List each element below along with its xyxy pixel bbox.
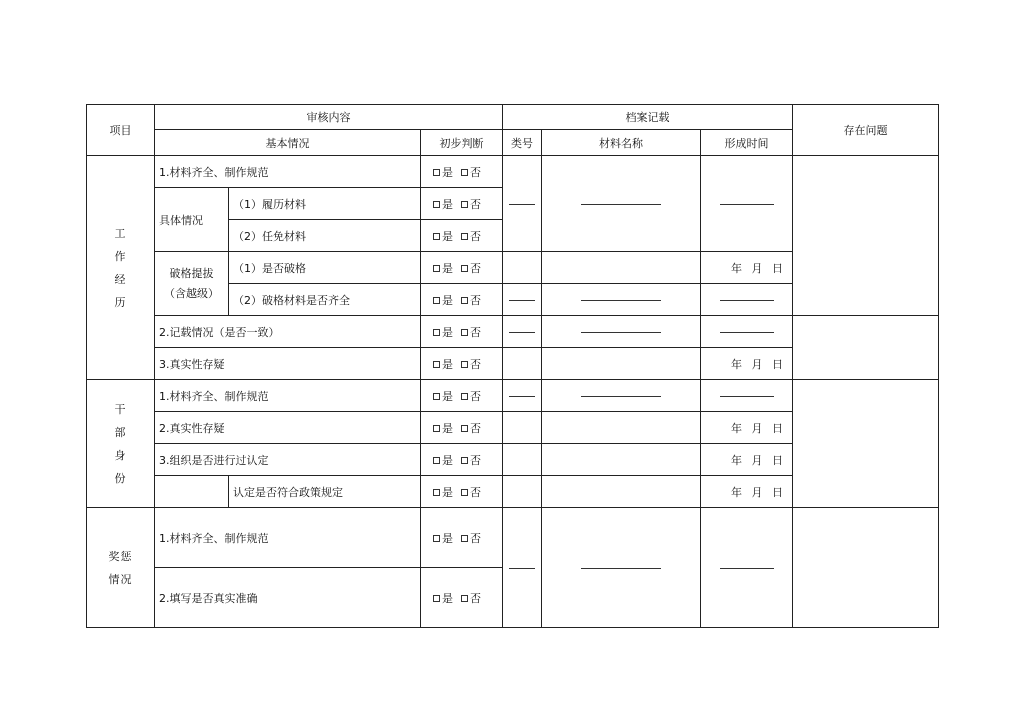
row-label: （2）任免材料 bbox=[229, 220, 421, 252]
header-preliminary-judgment: 初步判断 bbox=[421, 130, 503, 156]
row-label: 3.组织是否进行过认定 bbox=[155, 444, 421, 476]
category-no-cell[interactable] bbox=[503, 476, 542, 508]
dash-line bbox=[581, 204, 661, 205]
section-rewards bbox=[87, 508, 155, 628]
checkbox-no[interactable] bbox=[461, 169, 468, 176]
checkbox-no[interactable] bbox=[461, 201, 468, 208]
checkbox-yes[interactable] bbox=[433, 201, 440, 208]
section-line: 身 bbox=[114, 448, 127, 462]
dash-line bbox=[720, 568, 774, 569]
category-no-cell[interactable] bbox=[503, 380, 542, 412]
judgment-cell: 是 否 bbox=[421, 568, 503, 628]
checkbox-no[interactable] bbox=[461, 457, 468, 464]
checkbox-no[interactable] bbox=[461, 297, 468, 304]
issues-cell[interactable] bbox=[793, 508, 939, 628]
material-name-cell[interactable] bbox=[542, 508, 701, 628]
row-label: 2.记载情况（是否一致） bbox=[155, 316, 421, 348]
row-label: 1.材料齐全、制作规范 bbox=[155, 156, 421, 188]
section-line: 情况 bbox=[108, 572, 133, 586]
category-no-cell[interactable] bbox=[503, 444, 542, 476]
date-cell[interactable]: 年 月 日 bbox=[701, 348, 793, 380]
issues-cell[interactable] bbox=[793, 156, 939, 316]
dash-line bbox=[509, 332, 535, 333]
formation-time-cell[interactable] bbox=[701, 156, 793, 252]
header-basic-situation: 基本情况 bbox=[155, 130, 421, 156]
checkbox-yes[interactable] bbox=[433, 489, 440, 496]
dash-line bbox=[720, 396, 774, 397]
checkbox-yes[interactable] bbox=[433, 393, 440, 400]
dash-line bbox=[720, 300, 774, 301]
issues-cell[interactable] bbox=[793, 380, 939, 508]
row-label: 认定是否符合政策规定 bbox=[229, 476, 421, 508]
checkbox-yes[interactable] bbox=[433, 169, 440, 176]
judgment-cell: 是 否 bbox=[421, 316, 503, 348]
checkbox-yes[interactable] bbox=[433, 595, 440, 602]
empty-cell bbox=[155, 476, 229, 508]
category-no-cell[interactable] bbox=[503, 156, 542, 252]
dash-line bbox=[509, 396, 535, 397]
date-cell[interactable]: 年 月 日 bbox=[701, 412, 793, 444]
specific-label: 具体情况 bbox=[155, 188, 229, 252]
section-line: 经 bbox=[114, 272, 127, 286]
issues-cell[interactable] bbox=[793, 316, 939, 380]
checkbox-yes[interactable] bbox=[433, 535, 440, 542]
section-line: 干 bbox=[114, 402, 127, 416]
material-name-cell[interactable] bbox=[542, 316, 701, 348]
checkbox-no[interactable] bbox=[461, 361, 468, 368]
header-archive-record: 档案记载 bbox=[503, 105, 793, 130]
judgment-cell: 是 否 bbox=[421, 412, 503, 444]
header-item: 项目 bbox=[87, 105, 155, 156]
material-name-cell[interactable] bbox=[542, 444, 701, 476]
formation-time-cell[interactable] bbox=[701, 284, 793, 316]
category-no-cell[interactable] bbox=[503, 412, 542, 444]
section-line: 工 bbox=[114, 226, 127, 240]
material-name-cell[interactable] bbox=[542, 284, 701, 316]
material-name-cell[interactable] bbox=[542, 156, 701, 252]
judgment-cell: 是 否 bbox=[421, 188, 503, 220]
checkbox-no[interactable] bbox=[461, 265, 468, 272]
dash-line bbox=[720, 332, 774, 333]
section-line: 作 bbox=[114, 249, 127, 263]
dash-line bbox=[581, 568, 661, 569]
category-no-cell[interactable] bbox=[503, 348, 542, 380]
row-label: （2）破格材料是否齐全 bbox=[229, 284, 421, 316]
category-no-cell[interactable] bbox=[503, 252, 542, 284]
row-label: （1）履历材料 bbox=[229, 188, 421, 220]
category-no-cell[interactable] bbox=[503, 316, 542, 348]
header-category-no: 类号 bbox=[503, 130, 542, 156]
dash-line bbox=[509, 300, 535, 301]
dash-line bbox=[509, 204, 535, 205]
material-name-cell[interactable] bbox=[542, 476, 701, 508]
date-cell[interactable]: 年 月 日 bbox=[701, 476, 793, 508]
dash-line bbox=[581, 300, 661, 301]
checkbox-yes[interactable] bbox=[433, 425, 440, 432]
section-line: 奖惩 bbox=[108, 549, 133, 563]
formation-time-cell[interactable] bbox=[701, 380, 793, 412]
section-line: 份 bbox=[114, 471, 127, 485]
header-issues: 存在问题 bbox=[793, 105, 939, 156]
row-label: 1.材料齐全、制作规范 bbox=[155, 380, 421, 412]
checkbox-no[interactable] bbox=[461, 329, 468, 336]
date-cell[interactable]: 年 月 日 bbox=[701, 444, 793, 476]
checkbox-yes[interactable] bbox=[433, 361, 440, 368]
dash-line bbox=[581, 396, 661, 397]
judgment-cell: 是 否 bbox=[421, 476, 503, 508]
row-label: 1.材料齐全、制作规范 bbox=[155, 508, 421, 568]
checkbox-yes[interactable] bbox=[433, 329, 440, 336]
checkbox-no[interactable] bbox=[461, 595, 468, 602]
formation-time-cell[interactable] bbox=[701, 316, 793, 348]
dash-line bbox=[720, 204, 774, 205]
judgment-cell: 是 否 bbox=[421, 348, 503, 380]
header-material-name: 材料名称 bbox=[542, 130, 701, 156]
checkbox-yes[interactable] bbox=[433, 457, 440, 464]
checkbox-yes[interactable] bbox=[433, 265, 440, 272]
row-label: 2.真实性存疑 bbox=[155, 412, 421, 444]
section-line: 历 bbox=[114, 295, 127, 309]
judgment-cell: 是 否 bbox=[421, 380, 503, 412]
checkbox-no[interactable] bbox=[461, 425, 468, 432]
material-name-cell[interactable] bbox=[542, 348, 701, 380]
header-review-content: 审核内容 bbox=[155, 105, 503, 130]
row-label: （1）是否破格 bbox=[229, 252, 421, 284]
judgment-cell: 是 否 bbox=[421, 444, 503, 476]
material-name-cell[interactable] bbox=[542, 380, 701, 412]
checkbox-no[interactable] bbox=[461, 393, 468, 400]
category-no-cell[interactable] bbox=[503, 508, 542, 628]
checkbox-no[interactable] bbox=[461, 233, 468, 240]
judgment-cell: 是 否 bbox=[421, 220, 503, 252]
promotion-label: 破格提拔 （含越级） bbox=[155, 252, 229, 316]
dash-line bbox=[509, 568, 535, 569]
judgment-cell: 是 否 bbox=[421, 284, 503, 316]
checkbox-no[interactable] bbox=[461, 535, 468, 542]
formation-time-cell[interactable] bbox=[701, 508, 793, 628]
section-line: 部 bbox=[114, 425, 127, 439]
checkbox-no[interactable] bbox=[461, 489, 468, 496]
checkbox-yes[interactable] bbox=[433, 297, 440, 304]
section-cadre-identity bbox=[87, 380, 155, 508]
material-name-cell[interactable] bbox=[542, 412, 701, 444]
audit-table bbox=[86, 104, 939, 628]
judgment-cell: 是 否 bbox=[421, 156, 503, 188]
judgment-cell: 是 否 bbox=[421, 252, 503, 284]
category-no-cell[interactable] bbox=[503, 284, 542, 316]
row-label: 2.填写是否真实准确 bbox=[155, 568, 421, 628]
date-cell[interactable]: 年 月 日 bbox=[701, 252, 793, 284]
section-work-history bbox=[87, 156, 155, 380]
checkbox-yes[interactable] bbox=[433, 233, 440, 240]
judgment-cell: 是 否 bbox=[421, 508, 503, 568]
header-formation-time: 形成时间 bbox=[701, 130, 793, 156]
row-label: 3.真实性存疑 bbox=[155, 348, 421, 380]
material-name-cell[interactable] bbox=[542, 252, 701, 284]
dash-line bbox=[581, 332, 661, 333]
